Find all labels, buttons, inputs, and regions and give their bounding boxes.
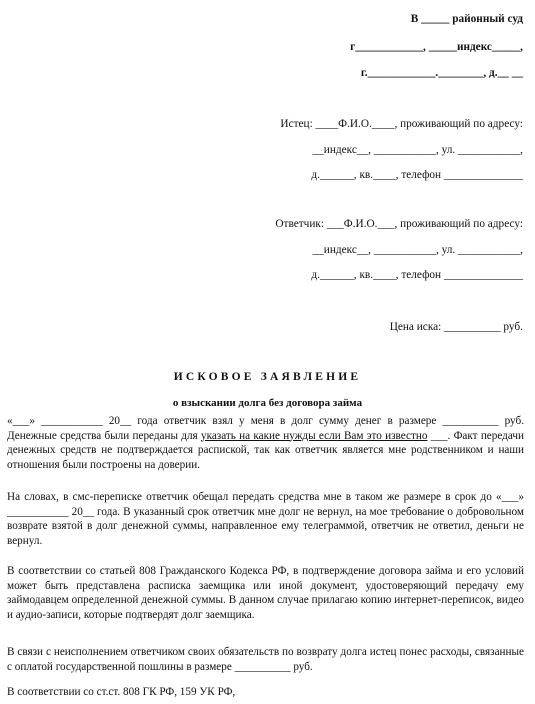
defendant-name-line: Ответчик: ___Ф.И.О.___, проживающий по адресу: <box>275 218 523 230</box>
document-subtitle: о взыскании долга без договора займа <box>172 397 363 409</box>
paragraph-legal-basis: В соответствии со ст.ст. 808 ГК РФ, 159 УК РФ, <box>7 686 236 698</box>
plaintiff-address-line: __индекс__, ___________, ул. ___________, <box>312 144 523 156</box>
paragraph-expenses: В связи с неисполнением ответчиком своих обязательств по возврату долга истец понес расходы, связанные с оплатой государственной пошлины в размере __________ руб. <box>7 646 524 673</box>
paragraph-article-808: В соответствии со статьей 808 Гражданского Кодекса РФ, в подтверждение договора займа и его условий может быть представлена расписка заемщика или иной документ, удостоверяющий передачу ему займодавцем определенной денежной суммы. В данном случае прилагаю копию интернет-переписок, видео и аудио-записи, которые подтвердят долг заемщика. <box>7 565 524 621</box>
court-name: В _____ районный суд <box>410 13 523 25</box>
underlined-text: указать на какие нужды если Вам это известно <box>200 429 428 442</box>
court-city: г____________, _____индекс_____, <box>350 41 523 53</box>
plaintiff-name-line: Истец: ____Ф.И.О.____, проживающий по адресу: <box>280 118 523 130</box>
plaintiff-contact-line: д.______, кв.____, телефон ______________ <box>311 169 523 181</box>
paragraph-text: «___» ___________ 20__ года ответчик взял у меня в долг сумму денег в размере __________ руб. Денежные средства были переданы для <box>7 415 524 442</box>
defendant-address-line: __индекс__, ___________, ул. ___________, <box>312 244 523 256</box>
defendant-contact-line: д.______, кв.____, телефон ______________ <box>311 269 523 281</box>
document-title: ИСКОВОЕ ЗАЯВЛЕНИЕ <box>173 371 362 383</box>
paragraph-loan-facts <box>7 414 524 472</box>
paragraph-promise: На словах, в смс-переписке ответчик обещал передать средства мне в таком же размере в срок до «___» ___________ 20__ года. В указанный срок ответчик мне долг не вернул, на мое требование о добровольном возврате взятой в долг денежной суммы, направленное ему телеграммой, ответчик не ответил, деньги не вернул. <box>7 491 524 547</box>
court-address: г.____________.________, д.__ __ <box>360 67 523 79</box>
paragraph-text: ___. Факт передачи денежных средств не подтверждается распиской, так как ответчик является мне родственником и наши отношения были построены на доверии. <box>7 429 525 471</box>
claim-price: Цена иска: __________ руб. <box>389 321 523 333</box>
